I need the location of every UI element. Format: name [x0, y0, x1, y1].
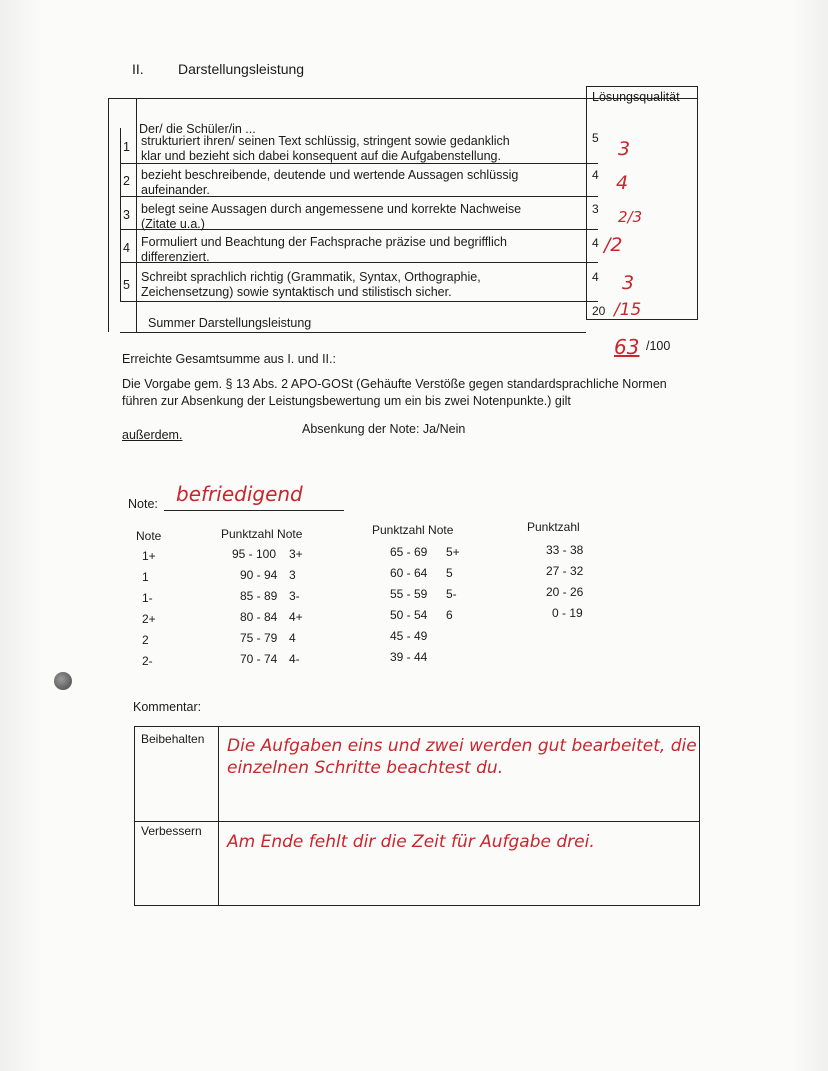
grade-col3-row3-points: 55 - 59: [390, 587, 428, 601]
criterion-3-max: 3: [592, 202, 599, 216]
criterion-5-number: 5: [123, 278, 130, 292]
criterion-4-score: /2: [604, 234, 623, 256]
criterion-1-text-1: strukturiert ihren/ seinen Text schlüssig, stringent sowie gedanklich: [141, 134, 510, 148]
criterion-4-text-2: differenziert.: [141, 250, 210, 264]
grade-col2-row6-note: 4-: [289, 652, 300, 666]
grade-col3-row2-note: 5: [446, 566, 453, 580]
grade-col1-row4: 2+: [142, 612, 156, 626]
grade-label: Note:: [128, 497, 158, 511]
grade-col2-row4-points: 80 - 84: [240, 610, 278, 624]
criterion-5-max: 4: [592, 270, 599, 284]
total-label: Erreichte Gesamtsumme aus I. und II.:: [122, 352, 336, 366]
improve-label: Verbessern: [141, 824, 202, 838]
criterion-3-score: 2/3: [618, 208, 643, 226]
improve-text: Am Ende fehlt dir die Zeit für Aufgabe drei.: [227, 832, 595, 852]
keep-text: Die Aufgaben eins und zwei werden gut bearbeitet, die einzelnen Schritte beachtest du.: [227, 736, 697, 778]
criterion-1-number: 1: [123, 140, 130, 154]
criterion-4-number: 4: [123, 241, 130, 255]
criterion-3-number: 3: [123, 208, 130, 222]
grade-col2-row1-points: 95 - 100: [232, 547, 277, 561]
grade-value: befriedigend: [176, 482, 303, 506]
grade-col3-row6-points: 39 - 44: [390, 650, 428, 664]
grade-col3-row1-note: 5+: [446, 545, 460, 559]
grade-col2-row2-note: 3: [289, 568, 296, 582]
grade-col2-row6-points: 70 - 74: [240, 652, 278, 666]
criterion-3-text-2: (Zitate u.a.): [141, 217, 205, 231]
grade-col1-row6: 2-: [142, 654, 153, 668]
keep-label: Beibehalten: [141, 732, 205, 746]
criterion-4-text-1: Formuliert und Beachtung der Fachsprache präzise und begrifflich: [141, 235, 507, 249]
grade-col4-row1: 33 - 38: [546, 543, 584, 557]
criterion-3-text-1: belegt seine Aussagen durch angemessene und korrekte Nachweise: [141, 202, 522, 216]
grade-col2-row3-points: 85 - 89: [240, 589, 278, 603]
grade-col3-row4-points: 50 - 54: [390, 608, 428, 622]
criterion-4-max: 4: [592, 236, 599, 250]
reduction-label: Absenkung der Note: Ja/Nein: [302, 422, 466, 436]
grade-col3-row1-points: 65 - 69: [390, 545, 428, 559]
grade-col2-row5-note: 4: [289, 631, 296, 645]
grade-col1-row5: 2: [142, 633, 149, 647]
grade-col2-row1-note: 3+: [289, 547, 303, 561]
comment-label: Kommentar:: [133, 700, 202, 714]
criteria-table: [108, 86, 698, 332]
grade-col4-row3: 20 - 26: [546, 585, 584, 599]
criterion-2-number: 2: [123, 174, 130, 188]
grade-col3-row5-points: 45 - 49: [390, 629, 428, 643]
grade-col2-row5-points: 75 - 79: [240, 631, 278, 645]
criterion-1-max: 5: [592, 131, 599, 145]
criterion-2-max: 4: [592, 168, 599, 182]
total-max: /100: [646, 339, 671, 353]
criterion-5-text-1: Schreibt sprachlich richtig (Grammatik, Syntax, Orthographie,: [141, 270, 481, 284]
sum-score: /15: [614, 300, 642, 320]
quality-header: Lösungsqualität: [592, 90, 680, 104]
criterion-2-text-1: bezieht beschreibende, deutende und wertende Aussagen schlüssig: [141, 168, 519, 182]
grade-col1-row1: 1+: [142, 549, 156, 563]
criteria-intro: Der/ die Schüler/in ...: [139, 122, 256, 136]
grade-col1-header: Note: [136, 529, 162, 543]
section-title: Darstellungsleistung: [178, 61, 305, 77]
grade-col4-row4: 0 - 19: [552, 606, 583, 620]
total-value: 63: [614, 335, 640, 359]
grade-col3-row4-note: 6: [446, 608, 453, 622]
grade-col3-row2-points: 60 - 64: [390, 566, 428, 580]
criterion-1-score: 3: [618, 138, 631, 160]
grade-col1-row2: 1: [142, 570, 149, 584]
grade-col4-row2: 27 - 32: [546, 564, 584, 578]
sum-max: 20: [592, 304, 606, 318]
criterion-2-score: 4: [616, 172, 629, 194]
criterion-2-text-2: aufeinander.: [141, 183, 210, 197]
criterion-1-text-2: klar und bezieht sich dabei konsequent auf die Aufgabenstellung.: [141, 149, 501, 163]
sum-label: Summer Darstellungsleistung: [148, 316, 312, 330]
grade-col2-row4-note: 4+: [289, 610, 303, 624]
rule-text: Die Vorgabe gem. § 13 Abs. 2 APO-GOSt (Gehäufte Verstöße gegen standardsprachliche Normen führen zur Absenkung der Leistungsbewertung um ein bis zwei Notenpunkte.) gilt: [122, 377, 667, 408]
grade-col1-row3: 1-: [142, 591, 153, 605]
grade-col4-header: Punktzahl: [527, 520, 580, 534]
grade-col3-row3-note: 5-: [446, 587, 457, 601]
rule-last-word: außerdem.: [122, 428, 183, 442]
grade-col2-header: Punktzahl Note: [221, 527, 303, 541]
criterion-5-text-2: Zeichensetzung) sowie syntaktisch und stilistisch sicher.: [141, 285, 452, 299]
section-number: II.: [132, 61, 144, 77]
grade-underline: [164, 510, 344, 511]
grade-col3-header: Punktzahl Note: [372, 523, 454, 537]
punch-hole: [54, 672, 72, 690]
grade-col2-row3-note: 3-: [289, 589, 300, 603]
grade-col2-row2-points: 90 - 94: [240, 568, 278, 582]
criterion-5-score: 3: [622, 272, 635, 294]
comment-table: [134, 726, 700, 906]
